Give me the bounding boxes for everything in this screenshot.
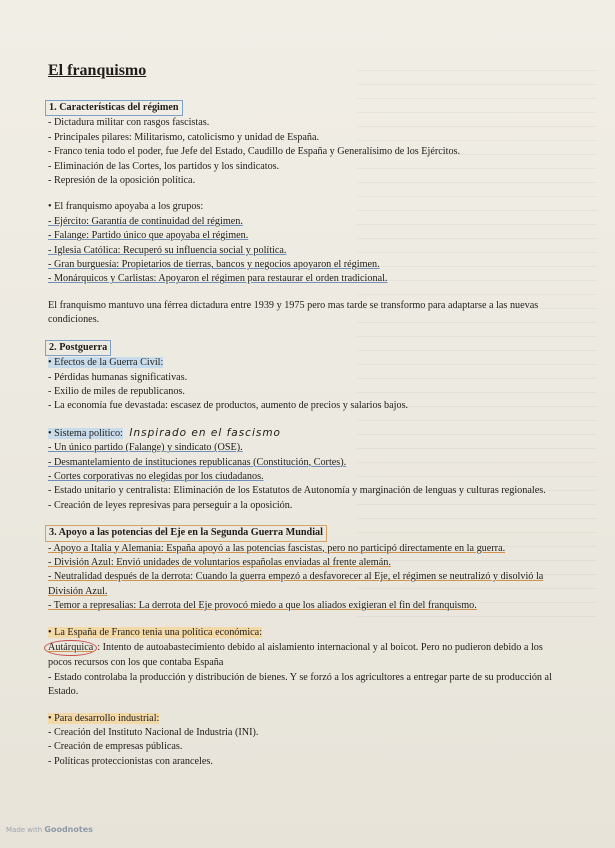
blue-division: - División Azul: Envió unidades de voluntarios españolas enviadas al frente alemán.	[48, 556, 391, 568]
s1-line-2: - Principales pilares: Militarismo, catolicismo y unidad de España.	[48, 131, 320, 143]
neutrality: - Neutralidad después de la derrota: Cuando la guerra empezó a desfavorecer al Eje, el régimen se neutralizó y disolvió la División Azul.	[48, 571, 544, 597]
effect-exile: - Exilio de miles de republicanos.	[48, 385, 185, 397]
system-unitary-state: - Estado unitario y centralista: Eliminación de los Estatutos de Autonomía y marginación de lenguas y culturas regionales.	[48, 485, 546, 497]
axis-support: - Apoyo a Italia y Alemania: España apoyó a las potencias fascistas, pero no participó directamente en la guerra.	[48, 542, 506, 554]
s1-line-5: - Represión de la oposición política.	[48, 175, 196, 187]
page-title: El franquismo	[48, 62, 147, 79]
autarky-term: Autárquica	[44, 640, 97, 656]
section-2	[48, 340, 557, 513]
section-1-heading: 1. Características del régimen	[45, 100, 183, 116]
effects-title: • Efectos de la Guerra Civil:	[48, 357, 164, 369]
support-intro: • El franquismo apoyaba a los grupos:	[48, 201, 204, 213]
section-1	[48, 100, 557, 328]
fear-of-reprisals: - Temor a represalias: La derrota del Eje provocó miedo a que los aliados exigieran el fin del franquismo.	[48, 600, 477, 612]
system-cortes: - Cortes corporativas no elegidas por los ciudadanos.	[48, 470, 264, 482]
industrial-title: • Para desarrollo industrial:	[48, 712, 160, 724]
support-group-church: - Iglesia Católica: Recuperó su influencia social y política.	[48, 244, 287, 256]
system-repressive-laws: - Creación de leyes represivas para perseguir a la oposición.	[48, 499, 293, 511]
industry-protectionism: - Políticas proteccionistas con aranceles.	[48, 755, 213, 767]
system-title: • Sistema político:	[48, 427, 123, 439]
system-dismantling: - Desmantelamiento de instituciones republicanas (Constitución, Cortes).	[48, 456, 347, 468]
support-group-monarchists: - Monárquicos y Carlistas: Apoyaron el régimen para restaurar el orden tradicional.	[48, 273, 388, 285]
summary-paragraph: El franquismo mantuvo una férrea dictadura entre 1939 y 1975 pero mas tarde se transformo para adaptarse a las nuevas condiciones.	[48, 299, 539, 326]
section-2-heading: 2. Postguerra	[45, 340, 111, 356]
industry-ini: - Creación del Instituto Nacional de Industria (INI).	[48, 727, 259, 739]
state-control: - Estado controlaba la producción y distribución de bienes. Y se forzó a los agricultores a entregar parte de su producción al Estado.	[48, 671, 552, 698]
s1-line-1: - Dictadura militar con rasgos fascistas.	[48, 117, 210, 129]
industry-public-companies: - Creación de empresas públicas.	[48, 741, 183, 753]
economic-policy-title: • La España de Franco tenia una política económica:	[48, 626, 263, 638]
support-group-falange: - Falange: Partido único que apoyaba el régimen.	[48, 230, 249, 242]
s1-line-3: - Franco tenia todo el poder, fue Jefe del Estado, Caudillo de España y Generalísimo de los Ejércitos.	[48, 146, 461, 158]
support-group-army: - Ejército: Garantía de continuidad del régimen.	[48, 215, 243, 227]
effect-losses: - Pérdidas humanas significativas.	[48, 371, 188, 383]
effect-economy: - La economía fue devastada: escasez de productos, aumento de precios y salarios bajos.	[48, 400, 409, 412]
support-group-bourgeoisie: - Gran burguesía: Propietarios de tierras, bancos y negocios apoyaron el régimen.	[48, 259, 380, 271]
autarky-line	[48, 640, 557, 671]
goodnotes-watermark: Made with Goodnotes	[6, 825, 93, 834]
section-3	[48, 525, 557, 769]
system-single-party: - Un único partido (Falange) y sindicato (OSE).	[48, 442, 243, 454]
section-3-heading: 3. Apoyo a las potencias del Eje en la Segunda Guerra Mundial	[45, 525, 327, 541]
s1-line-4: - Eliminación de las Cortes, los partidos y los sindicatos.	[48, 160, 280, 172]
handwritten-note: Inspirado en el fascismo	[129, 426, 281, 439]
autarky-description: : Intento de autoabastecimiento debido al aislamiento internacional y al boicot. Pero no pudieron debido a los pocos recursos con los que contaba España	[48, 642, 543, 669]
